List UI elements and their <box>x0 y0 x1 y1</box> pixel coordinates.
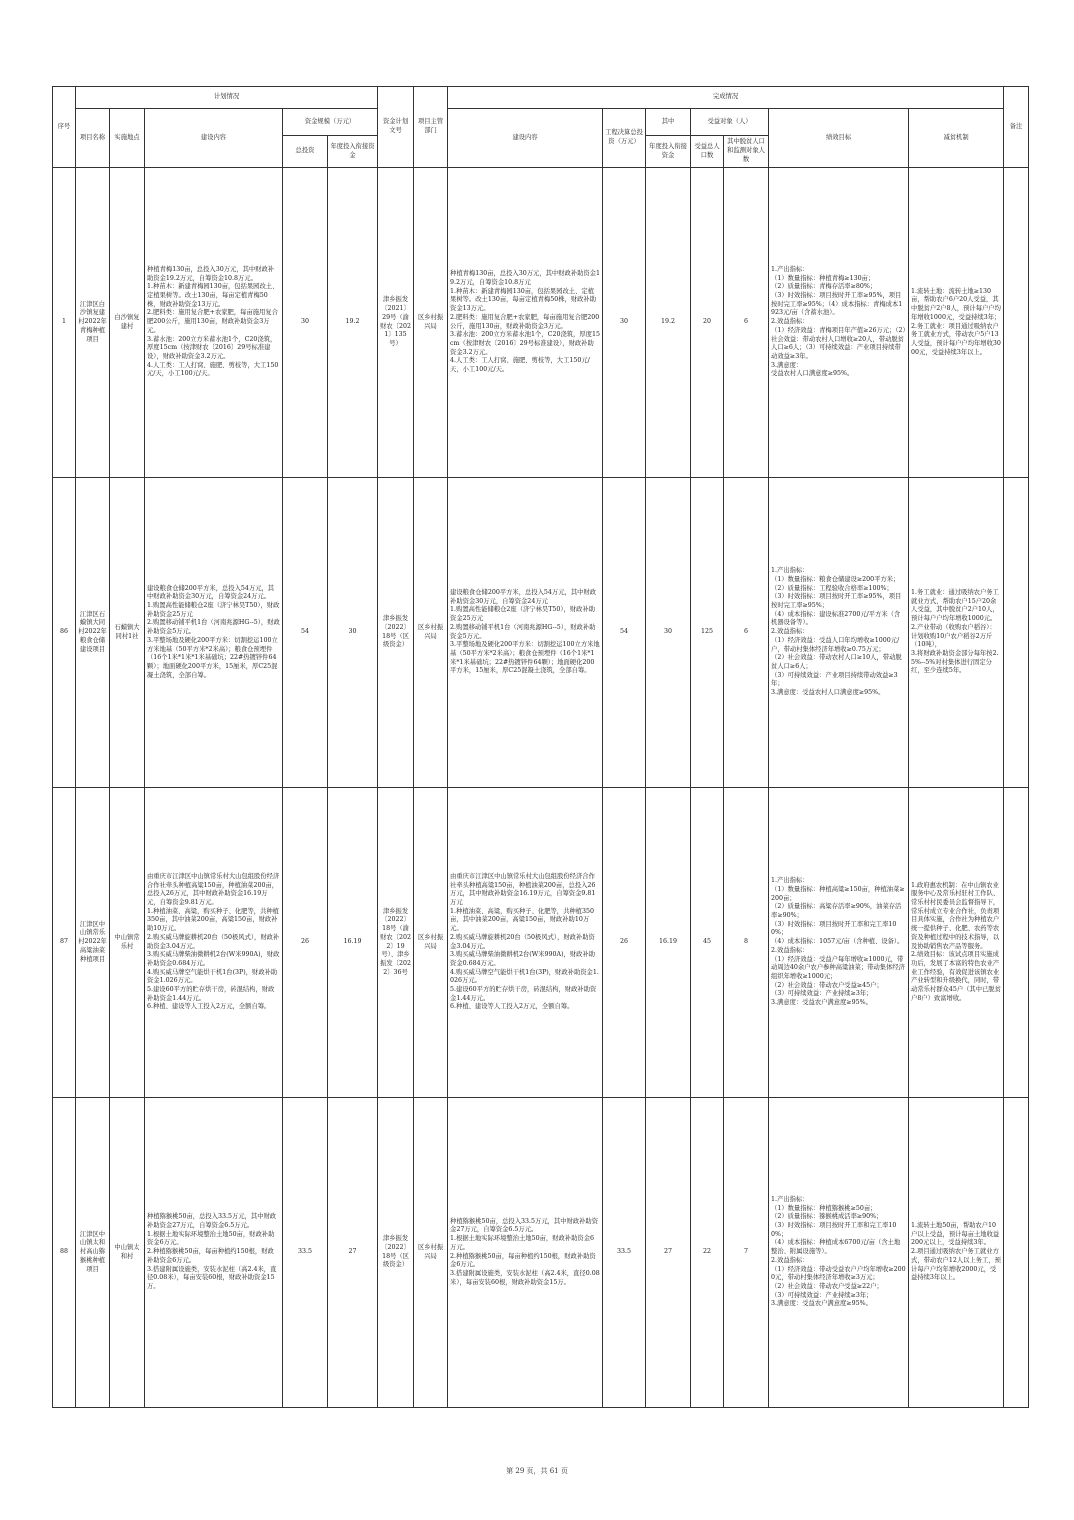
row-settle: 54 <box>603 478 646 788</box>
row-content: 种植青梅130亩，总投入30万元，其中财政补助资金19.2万元，自筹资金10.8万元。 1.种苗木：新建青梅园130亩，包括果园改土、定植果树等。改土130亩，每亩定植青梅50株，财政补助资金13万元。 2.肥料类：施用复合肥+农家肥，每亩施用复合肥200公斤，施用130亩，财政补助资金3万元。 3.蓄水池：200立方米蓄水池1个，C20浇筑，厚度15cm（按津财农〔2016〕29号标准建设），财政补助资金3.2万元。 4.人工类：工人打窝、施肥、剪枝等，大工150元/天，小工100元/天。 <box>145 168 283 478</box>
row-content: 种植猕猴桃50亩，总投入33.5万元，其中财政补助资金27万元，自筹资金6.5万元。 1.根据土地实际环境整治土地50亩，财政补助资金6万元。 2.种植猕猴桃50亩，每亩种植约150根，财政补助资金6万元。 3.搭建附属设施类，安装水泥柱（高2.4米，直径0.08米），每亩安装60根，财政补助资金15万。 <box>145 1098 283 1408</box>
header-name: 项目名称 <box>76 109 110 168</box>
row-goals: 1.产出指标： （1）数量指标：种植青梅≥130亩； （2）质量指标：青梅存活率≥80%； （3）时效指标：项目按时开工率≥95%，项目按时完工率≥95%；（4）成本指标：青梅成本1923元/亩（含蓄水池）。 2.效益指标： （1）经济效益：青梅项目年产值≥26万元；（2）社会效益：带动农村人口增收≥20人，带动脱贫人口≥6人；（3）可持续效益：产业项目持续带动效益≥3年。 3.满意度： 受益农村人口满意度≥95%。 <box>769 168 909 478</box>
row-remark <box>1004 478 1029 788</box>
row-done-content: 由重庆市江津区中山镇常乐村大山包组股份经济合作社牵头种植高粱150亩，种植油菜200亩，总投入26万元，其中财政补助资金16.19万元，自筹资金9.81万元 1.种植油菜、高粱，购买种子、化肥等，共种植350亩，其中油菜200亩，高粱150亩，财政补助10万元。 2.购买威马牌旋耕机20台（50极风式），财政补助资金3.04万元。 3.购买威马牌柴油微耕机2台(W米990A)，财政补助资金0.684万元。 4.购买威马牌空气能烘干机1台(3P)，财政补助资金1.026万元。 5.建设60平方的贮存烘干房，砖混结构，财政补助资金1.44万元。 6.种植、建设等人工投入2万元，全额自筹。 <box>448 788 603 1098</box>
row-annual: 30 <box>328 478 378 788</box>
row-name: 江津区石蟆镇大同村2022年粮食仓储建设项目 <box>76 478 110 788</box>
header-total: 总投资 <box>283 136 328 168</box>
header-among: 其中 <box>646 109 691 136</box>
row-annual: 16.19 <box>328 788 378 1098</box>
row-benef-poor: 6 <box>724 168 769 478</box>
table-row <box>53 788 1029 1098</box>
row-annual: 19.2 <box>328 168 378 478</box>
row-goals: 1.产出指标： （1）数量指标：粮食仓储建设≥200平方米； （2）质量指标：工程验收合格率≥100%； （3）时效指标：项目按时开工率≥95%，项目按时完工率≥95%； （4）成本指标：建设标准2700元/平方米（含机器设备等）。 2.效益指标： （1）经济效益：受益人口年均增收≥1000元/户，带动村集体经济年增收≥0.75万元； （2）社会效益：带动农村人口≥10人，带动脱贫人口≥6人； （3）可持续效益：产业项目持续带动效益≥3年； 3.满意度：受益农村人口满意度≥95%。 <box>769 478 909 788</box>
header-doc: 资金计划文号 <box>378 87 414 168</box>
row-done-annual: 19.2 <box>646 168 691 478</box>
row-remark <box>1004 168 1029 478</box>
row-benef-total: 20 <box>691 168 724 478</box>
row-done-annual: 27 <box>646 1098 691 1408</box>
row-benef-poor: 6 <box>724 478 769 788</box>
header-settle: 工程决算总投资（万元） <box>603 109 646 168</box>
row-goals: 1.产出指标： （1）数量指标：种植高粱≥150亩，种植油菜≥200亩； （2）质量指标：高粱存活率≥90%，油菜存活率≥90%； （3）时效指标：项目按时开工率和完工率100%； （4）成本指标：1057元/亩（含种植、设备）。 2.效益指标： （1）经济效益：受益户每年增收≥1000元，带动周边40余户农户参种高粱油菜；带动集体经济组织年增收≥1000元； （2）社会效益：带动农户受益≥45户； （3）可持续效益：产业持续≥3年； 3.满意度：受益农户满意度≥95%。 <box>769 788 909 1098</box>
row-benef-total: 22 <box>691 1098 724 1408</box>
row-name: 江津区中山镇太和村高山猕猴桃种植项目 <box>76 1098 110 1408</box>
row-seq: 1 <box>53 168 76 478</box>
header-plan: 计划情况 <box>76 87 378 109</box>
row-benef-total: 125 <box>691 478 724 788</box>
header-content: 建设内容 <box>145 109 283 168</box>
row-doc: 津乡振发〔2022〕18号（渝财农〔2022〕19号）、津乡振发〔2022〕36号 <box>378 788 414 1098</box>
row-place: 中山镇常乐村 <box>110 788 145 1098</box>
row-doc: 津乡振发〔2022〕18号（区级资金） <box>378 478 414 788</box>
header-remark: 备注 <box>1004 87 1029 168</box>
row-done-content: 种植猕猴桃50亩，总投入33.5万元，其中财政补助资金27万元，自筹资金6.5万元。 1.根据土地实际环境整治土地50亩，财政补助资金6万元。 2.种植猕猴桃50亩，每亩种植约150根，财政补助资金6万元。 3.搭建附属设施类，安装水泥柱（高2.4米，直径0.08米），每亩安装60根，财政补助资金15万。 <box>448 1098 603 1408</box>
row-settle: 33.5 <box>603 1098 646 1408</box>
row-mech: 1.流转土地50亩，帮助农户10户以上受益，预计每亩土地收益200元以上，受益持续3年。 2.项目通过吸纳农户务工就业方式，带动农户12人以上务工，预计每户户均年增收2000元，受益持续3年以上。 <box>909 1098 1004 1408</box>
row-done-content: 种植青梅130亩，总投入30万元，其中财政补助资金19.2万元，自筹资金10.8万元 1.种苗木：新建青梅园130亩，包括果园改土、定植果树等。改土130亩，每亩定植青梅50株，财政补助资金13万元。 2.肥料类：施用复合肥+农家肥，每亩施用复合肥200公斤，施用130亩，财政补助资金3万元。 3.蓄水池：200立方米蓄水池1个，C20浇筑，厚度15cm（按津财农〔2016〕29号标准建设），财政补助资金3.2万元。 4.人工类：工人打窝、施肥、剪枝等，大工150元/天，小工100元/天。 <box>448 168 603 478</box>
row-name: 江津区中山镇常乐村2022年高粱油菜种植项目 <box>76 788 110 1098</box>
row-seq: 87 <box>53 788 76 1098</box>
row-goals: 1.产出指标： （1）数量指标：种植猕猴桃≥50亩； （2）质量指标：猕猴桃成活率≥90%； （3）时效指标：项目按时开工率和完工率100%； （4）成本指标：种植成本6700元/亩（含土地整治、附属设施等）。 2.效益指标： （1）经济效益：带动受益农户户均年增收≥2000元，带动村集体经济年增收≥3万元； （2）社会效益：带动农户受益≥22户； （3）可持续效益：产业持续≥3年； 3.满意度：受益农户满意度≥95%。 <box>769 1098 909 1408</box>
header-funds: 资金规模（万元） <box>283 109 378 136</box>
row-settle: 26 <box>603 788 646 1098</box>
row-dept: 区乡村振兴局 <box>414 478 448 788</box>
row-content: 由重庆市江津区中山镇常乐村大山包组股份经济合作社牵头种植高粱150亩，种植油菜200亩，总投入26万元，其中财政补助资金16.19万元，自筹资金9.81万元。 1.种植油菜、高粱，购买种子、化肥等，共种植350亩，其中油菜200亩，高粱150亩，财政补助10万元。 2.购买威马牌旋耕机20台（50极风式），财政补助资金3.04万元。 3.购买威马牌柴油微耕机2台(W米990A)，财政补助资金0.684万元。 4.购买威马牌空气能烘干机1台(3P)，财政补助资金1.026万元。 5.建设60平方的贮存烘干房，砖混结构，财政补助资金1.44万元。 6.种植、建设等人工投入2万元，全额自筹。 <box>145 788 283 1098</box>
row-benef-poor: 7 <box>724 1098 769 1408</box>
header-mech: 减贫机制 <box>909 109 1004 168</box>
header-done: 完成情况 <box>448 87 1004 109</box>
row-settle: 30 <box>603 168 646 478</box>
page-footer: 第 29 页，共 61 页 <box>506 1467 568 1475</box>
header-benef-poor: 其中脱贫人口和监测对象人数 <box>724 136 769 168</box>
row-mech: 1.政府惠农机制：在中山镇农业服务中心及常乐村驻村工作队、常乐村村民委员会监督指导下，常乐村成立专业合作社，负责项目具体实施，合作社为种植农户统一提供种子、化肥、农药等农资及种植过程中的技术指导，以及协助销售农产品等服务。 2.绩效目标：该试点项目实施成功后，发展了本富的特色农业产业工作经验，有效促进该镇农业产业转型和升级换代，同时，带动常乐村群众45户（其中已脱贫户8户）致富增收。 <box>909 788 1004 1098</box>
table-row <box>53 478 1029 788</box>
row-doc: 津乡振发〔2022〕18号（区级资金） <box>378 1098 414 1408</box>
row-total: 30 <box>283 168 328 478</box>
header-dept: 项目主管部门 <box>414 87 448 168</box>
row-mech: 1.流转土地：流转土地≥130亩，帮助农户6户20人受益，其中脱贫户2户8人，预计每户户均年增收1000元，受益持续3年； 2.务工就业：项目通过吸纳农户务工就业方式，带动农户5户13人受益，预计每户户均年增收3000元，受益持续3年以上。 <box>909 168 1004 478</box>
row-total: 33.5 <box>283 1098 328 1408</box>
row-seq: 86 <box>53 478 76 788</box>
row-total: 26 <box>283 788 328 1098</box>
row-remark <box>1004 1098 1029 1408</box>
table-row <box>53 1098 1029 1408</box>
row-dept: 区乡村振兴局 <box>414 788 448 1098</box>
row-total: 54 <box>283 478 328 788</box>
row-done-annual: 30 <box>646 478 691 788</box>
row-remark <box>1004 788 1029 1098</box>
row-name: 江津区白沙镇复建村2022年青梅种植项目 <box>76 168 110 478</box>
row-mech: 1.务工就业：通过吸纳农户务工就业方式，帮助农户15户20余人受益，其中脱贫户2户10人，预计每户户均年增收1000元。 2.产业带动（收购农户稻谷）：计划收购10户农户稻谷2万斤（10吨）， 3.将财政补助资金部分每年按2.5%--5%对村集体进行固定分红，至少连续5年。 <box>909 478 1004 788</box>
header-goals: 绩效目标 <box>769 109 909 168</box>
row-benef-poor: 8 <box>724 788 769 1098</box>
row-dept: 区乡村振兴局 <box>414 168 448 478</box>
row-place: 石蟆镇大同村1社 <box>110 478 145 788</box>
header-done-content: 建设内容 <box>448 109 603 168</box>
row-content: 建设粮食仓储200平方米，总投入54万元，其中财政补助资金30万元，自筹资金24万元。 1.购置高性能储粮仓2座（济宁林昊T50），财政补助资金25万元 2.购置移动铺平机1台（河南兆源HG--5），财政补助资金5万元。 3.平整场地及硬化200平方米：切割挖运100立方米地基（50平方米*2米高）；粮食仓预埋件（16个1米*1米*1米基础坑；22#热镀锌件64颗）；地面硬化200平方米，15厘米，厚C25混凝土浇筑，全部自筹。 <box>145 478 283 788</box>
project-table <box>52 86 1029 1408</box>
row-seq: 88 <box>53 1098 76 1408</box>
row-dept: 区乡村振兴局 <box>414 1098 448 1408</box>
header-benef-total: 受益总人口数 <box>691 136 724 168</box>
header-done-annual: 年度投入衔接资金 <box>646 136 691 168</box>
row-doc: 津乡振发〔2021〕29号（渝财农〔2021〕135号） <box>378 168 414 478</box>
header-seq: 序号 <box>53 87 76 168</box>
row-done-content: 建设粮食仓储200平方米，总投入54万元，其中财政补助资金30万元，自筹资金24万元 1.购置高性能储粮仓2座（济宁林昊T50），财政补助资金25万元 2.购置移动铺平机1台（河南兆源HG--5），财政补助资金5万元。 3.平整场地及硬化200平方米：切割挖运100立方米地基（50平方米*2米高）；粮食仓预埋件（16个1米*1米*1米基础坑；22#热镀锌件64颗）；地面硬化200平方米，15厘米，厚C25混凝土浇筑，全部自筹。 <box>448 478 603 788</box>
row-annual: 27 <box>328 1098 378 1408</box>
row-benef-total: 45 <box>691 788 724 1098</box>
table-row <box>53 168 1029 478</box>
header-beneficiaries: 受益对象（人） <box>691 109 769 136</box>
row-place: 白沙镇复建村 <box>110 168 145 478</box>
row-done-annual: 16.19 <box>646 788 691 1098</box>
row-place: 中山镇太和村 <box>110 1098 145 1408</box>
header-place: 实施地点 <box>110 109 145 168</box>
header-annual: 年度投入衔接资金 <box>328 136 378 168</box>
